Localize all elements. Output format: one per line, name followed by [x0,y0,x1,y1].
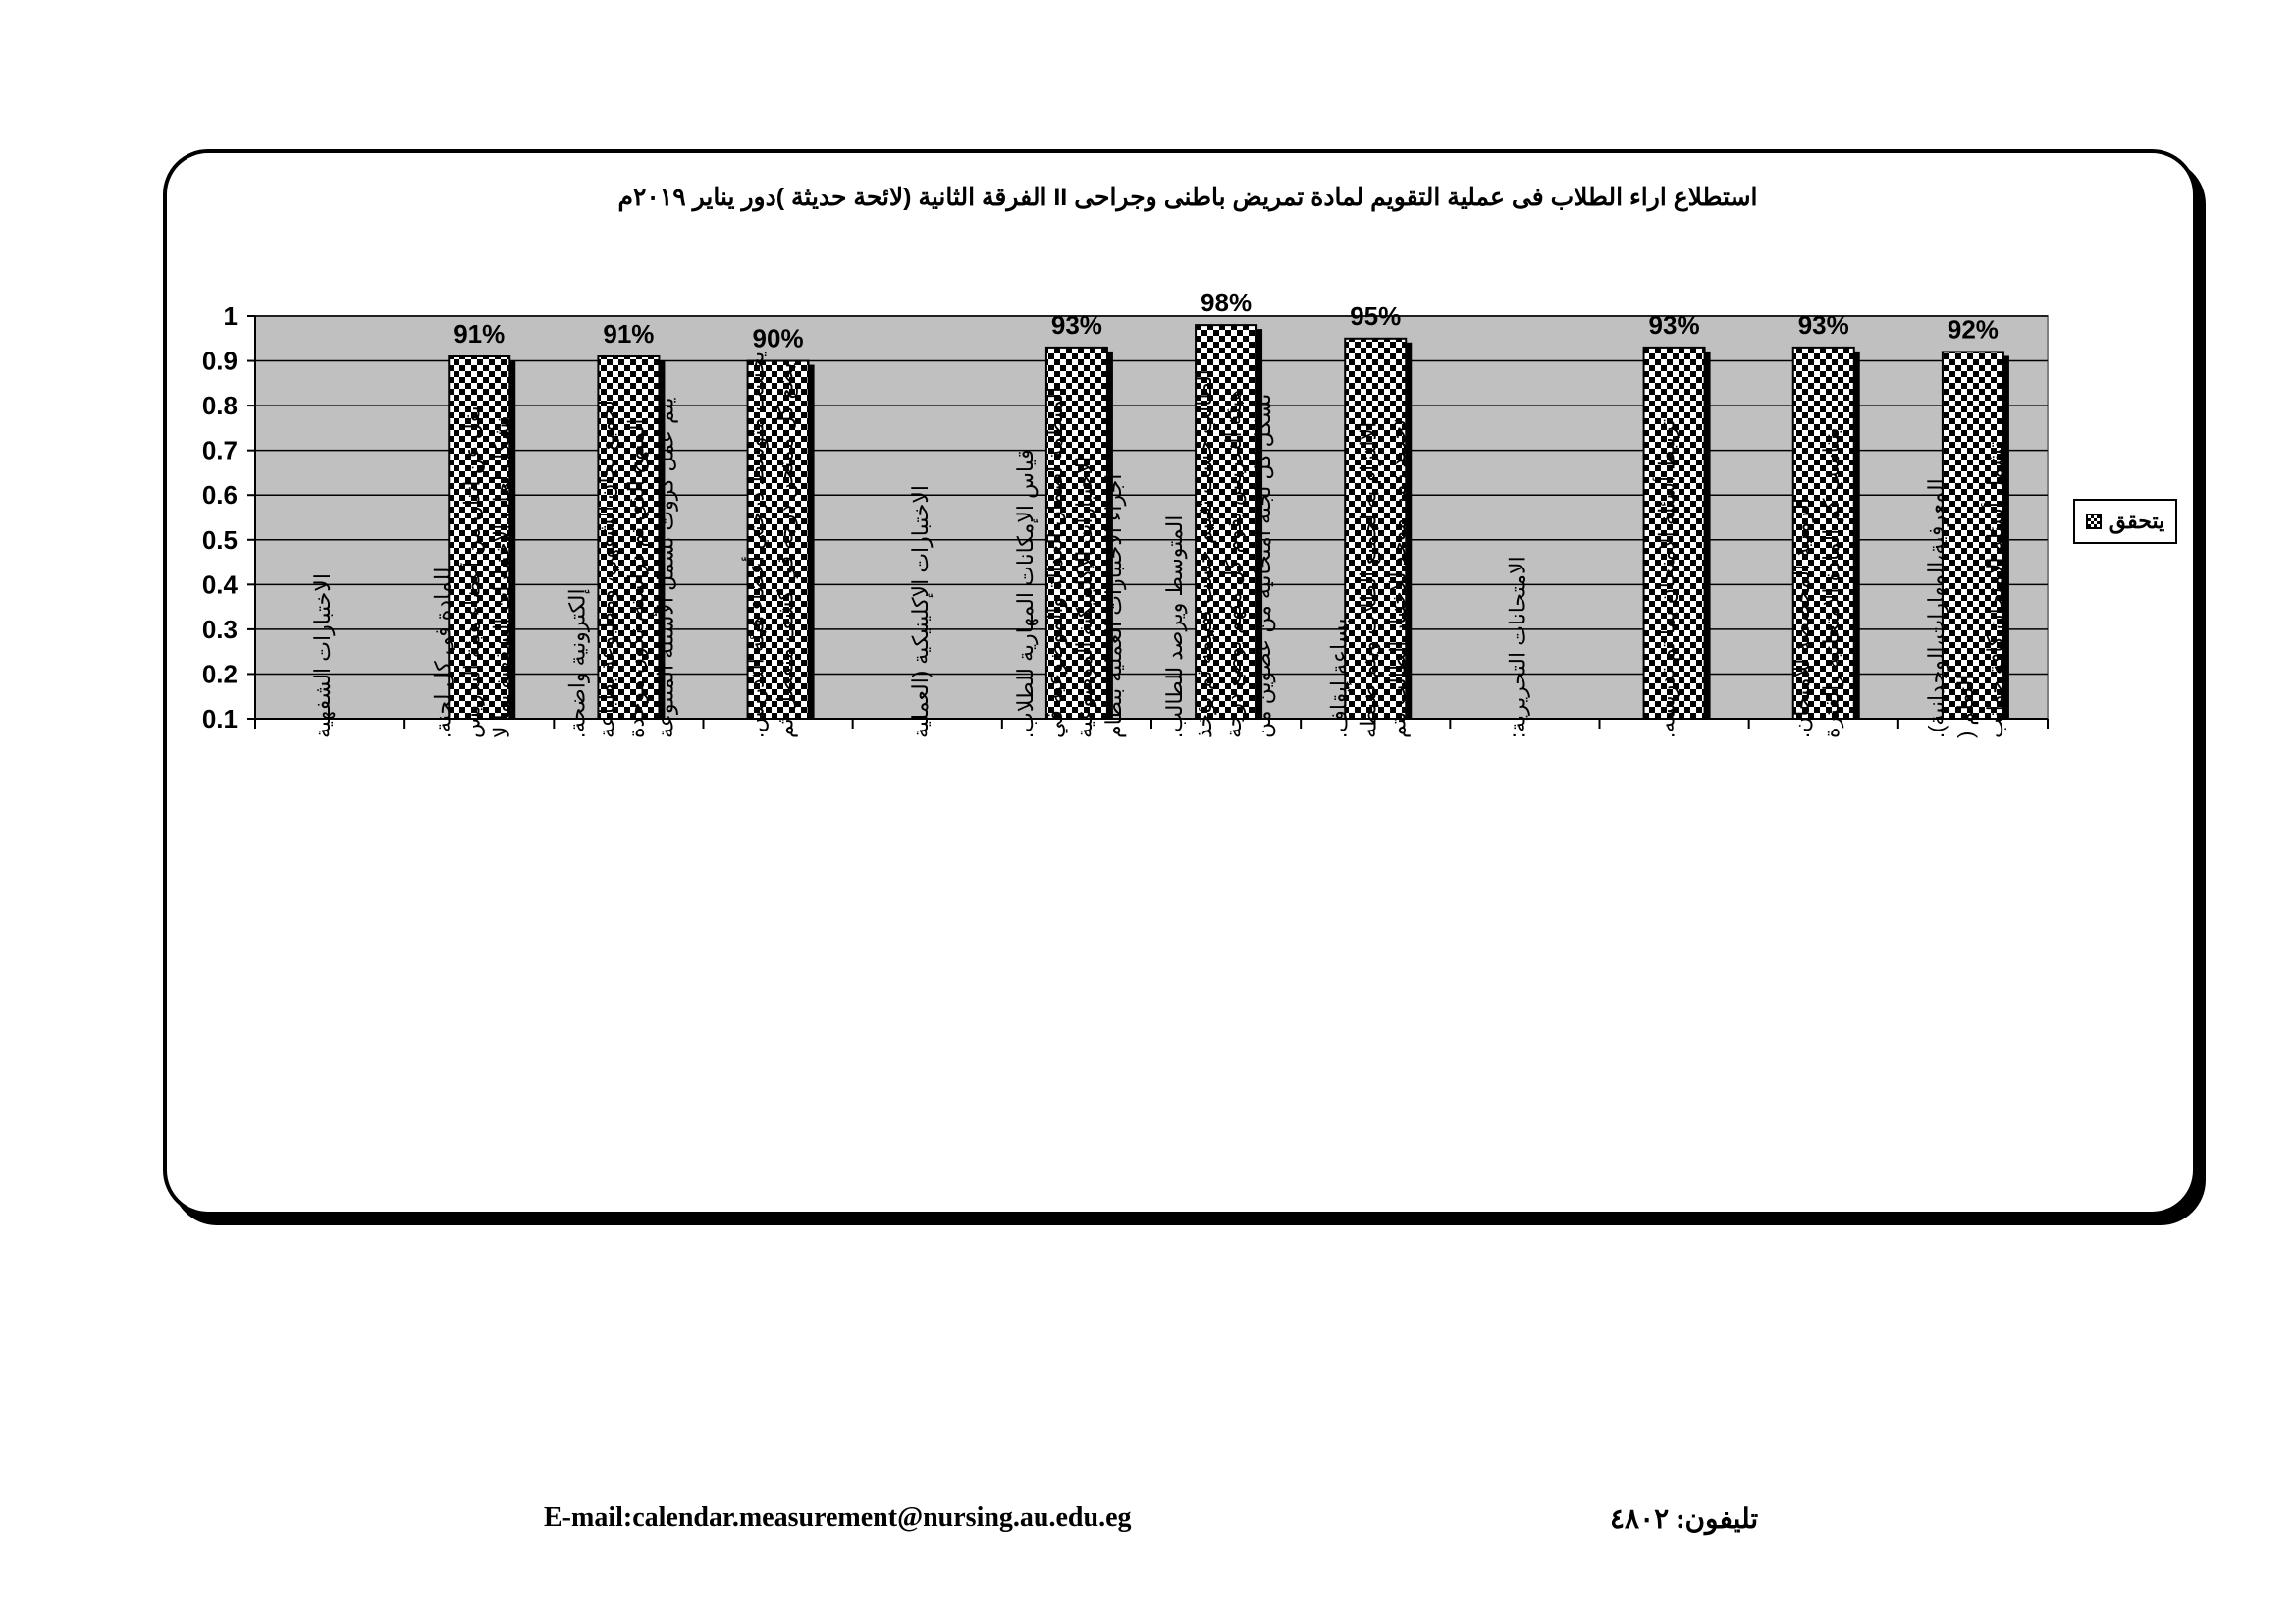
x-tick-label-line: الزمنية المخصصة للامتحان. [1789,497,1814,738]
legend-swatch [2086,514,2102,529]
x-tick-label-line: قياس الإمكانات المهارية للطلاب. [1012,449,1038,738]
x-tick-label [1505,556,1530,738]
x-tick-label-line: بساعة إيقاف. [1326,618,1352,738]
x-tick-label-line: الاختبارات الإكلينيكية الموضوعية [1071,456,1096,738]
y-tick-label: 0.7 [201,435,238,465]
data-label: 98% [1201,288,1253,318]
y-tick-label: 0.3 [201,614,238,644]
x-tick-label-line: الالتزام به لجميع الطلاب ويتم ضبطه [1356,421,1381,738]
x-tick-label-line: هيئة التدريس يقوم كل منهم بوضع درجة [1221,389,1247,738]
y-tick-label: 0.8 [201,391,238,421]
data-label: 91% [454,319,506,349]
y-tick-label: 0.5 [201,524,238,555]
legend [2073,499,2177,544]
data-label: 90% [752,323,804,353]
chart-title: استطلاع اراء الطلاب فى عملية التقويم لمادة تمريض باطنى وجراحى II الفرقة الثانية (لائحة حديثة )دور يناير ٢٠١٩م [617,184,1758,211]
x-tick-label-line: تشكل لجان الاختبارات الشفهية بما لا [489,415,514,738]
data-label: 93% [1050,309,1102,340]
x-tick-label-line: يحسب متوسط درجتي أعضاء هيئة التدريس. [743,351,769,738]
y-tick-label: 0.6 [201,480,238,511]
data-label: 93% [1648,309,1700,340]
y-tick-label: 0.4 [201,569,238,600]
x-tick-label [1652,419,1681,738]
x-tick-label-line: تحديد زمن موحد للاختبار الطالب يتم [1385,419,1411,738]
x-tick-label-line: الاختبارات الشفهية [310,573,336,738]
x-tick-label-line: يضع كل ممتحن درجة في كشف منفصل ثم [773,362,798,738]
y-tick-label: 0.1 [201,704,238,733]
x-tick-label-line: تشكل كل لجنة امتحانية من عضوين من [1251,393,1276,738]
x-tick-label-line: التعلم ( [1952,674,1978,738]
x-tick-label-line: تشمل أسئلة الامتحان كافة جوانب [1982,441,2007,738]
data-label: 95% [1350,300,1402,331]
data-label: 93% [1797,309,1849,340]
x-tick-label [310,573,336,738]
x-tick-label-line: ترتبط أسئلة الامتحان بما تم تدريسه. [1654,418,1680,738]
x-tick-label-line: الاختبارات الإكلينيكية (العملية [907,484,933,738]
x-tick-label-line: اجراء الاختبارات العملية بنظام [1100,473,1126,738]
x-tick-label-line: الطالب حسب تقييم حسب تقييمه ثم يؤخذ [1192,369,1217,738]
x-tick-label-line: المتوسط ويرصد للطالب. [1162,514,1188,738]
footer-phone: تليفون: ٤٨٠٢ [1610,1504,1759,1535]
y-tick-label: 0.2 [201,659,238,689]
x-tick-label-line: لجميع لجان الشفهي، ومطبوعة بطباعة [594,399,619,738]
y-tick-label: 1 [223,301,238,331]
x-tick-label-line: للمادة في كل لجنة. [430,567,455,738]
data-label: 92% [1947,314,1999,345]
x-tick-label-line: المعرفية،المهارات،الوجدانية). [1923,478,1949,738]
y-tick-label: 0.9 [201,346,238,376]
x-tick-label-line: المنهج الذي تم دراسته، تكون موحدة [623,418,649,738]
x-tick-label-line: يتم عمل كروت تشمل الأسئلة المتنوعة [653,397,678,738]
footer-email: E-mail:calendar.measurement@nursing.au.edu.eg [544,1502,1132,1533]
legend-label: يتحقق [2109,509,2165,533]
plot-area [255,316,2048,719]
x-tick-label-line: الامتحانات التحريرية: [1505,556,1530,738]
x-tick-label-line: يقل عن اثنان من أعضاء هيئة التدريس [459,406,485,738]
x-tick-label-line: يتناسب كم المادة الامتحانية والفترة [1818,427,1843,738]
x-tick-label-line: المنظمة لضمان العدالة والموضوعية في [1041,386,1067,738]
x-tick-label-line: إلكترونية واضحة. [564,588,590,738]
x-tick-label [908,485,934,738]
data-label: 91% [603,319,655,349]
